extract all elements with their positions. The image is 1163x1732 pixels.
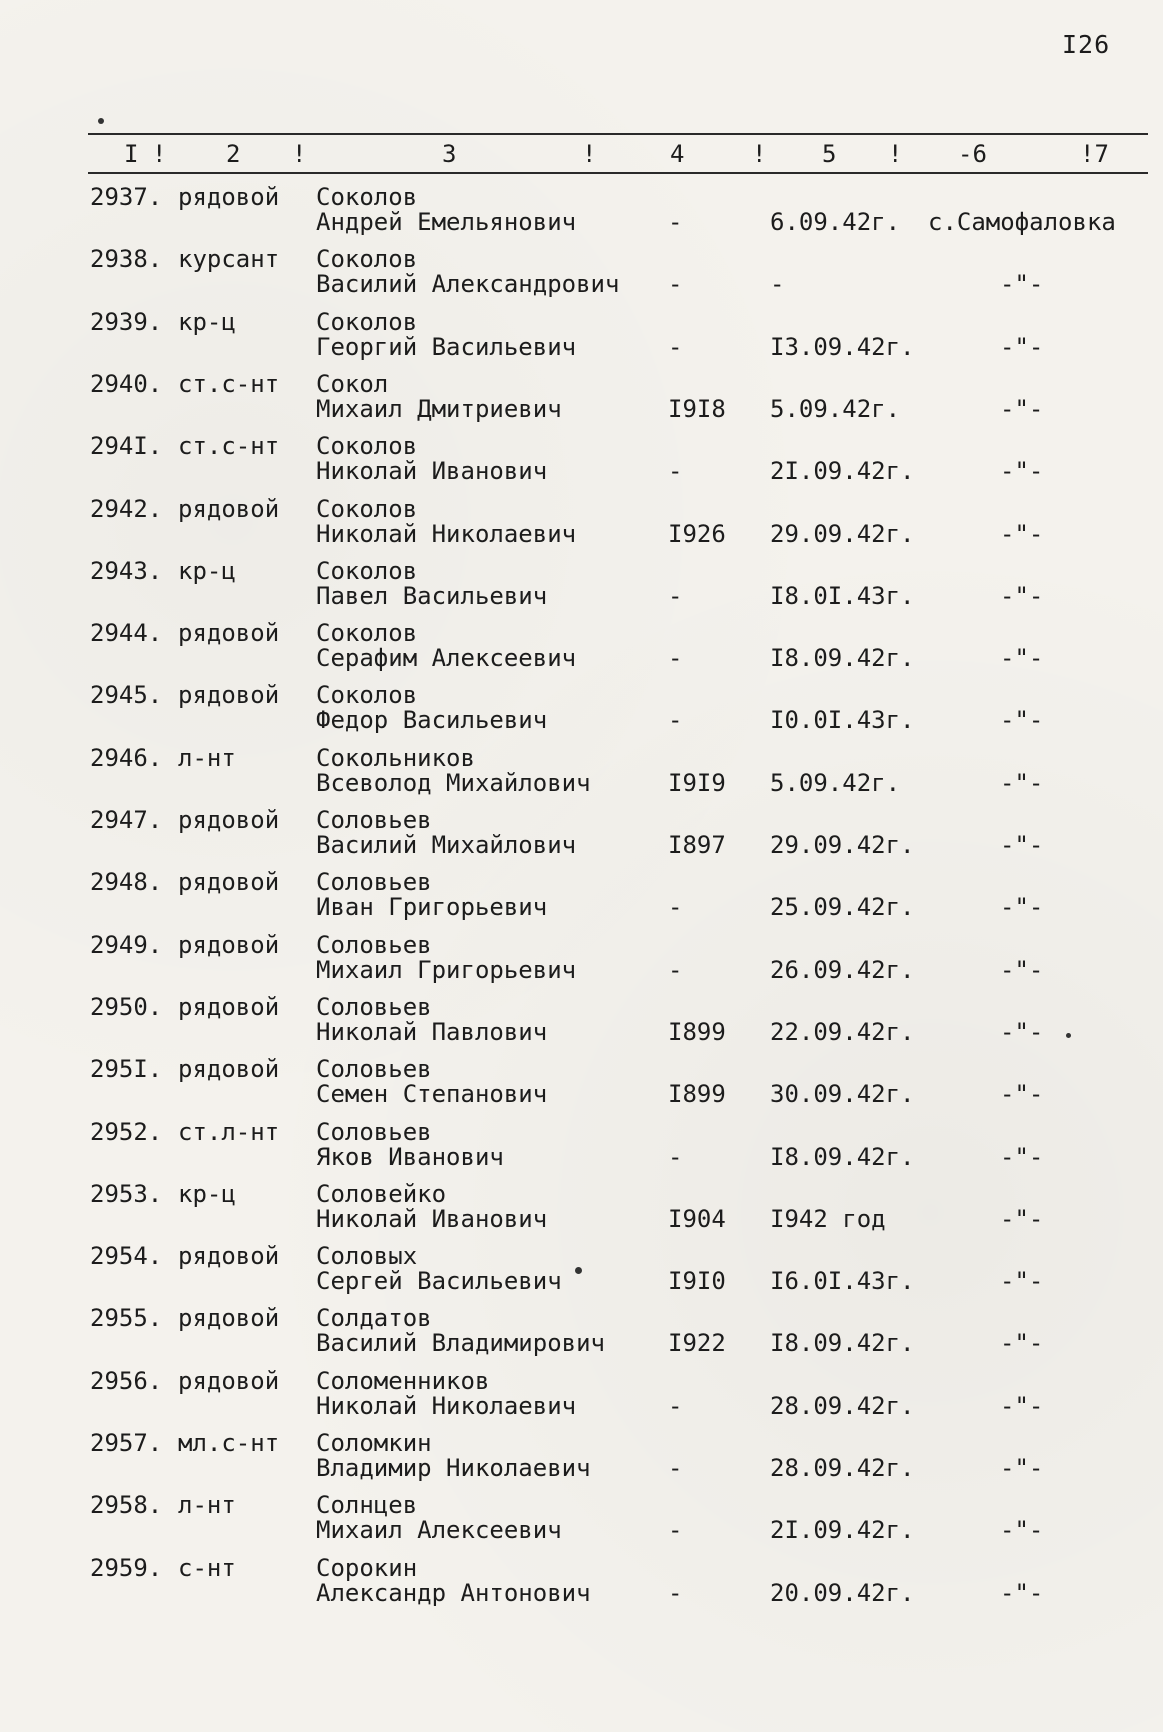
- record-date: 30.09.42г.: [770, 1080, 915, 1109]
- record-given-names: Георгий Васильевич: [316, 332, 577, 361]
- record-date: I3.09.42г.: [770, 332, 915, 361]
- table-row: [0, 1490, 1163, 1552]
- ink-speck: [1066, 1033, 1071, 1038]
- record-date: -: [770, 270, 785, 299]
- record-place: -"-: [1000, 270, 1044, 299]
- record-birth-year: I926: [668, 519, 726, 548]
- column-header-2: 2: [226, 140, 241, 168]
- record-surname: Соколов: [316, 556, 418, 585]
- table-row: [0, 992, 1163, 1054]
- record-birth-year: -: [668, 1578, 683, 1607]
- record-rank: рядовой: [178, 1304, 280, 1333]
- column-separator: !: [582, 140, 597, 168]
- record-birth-year: I9I9: [668, 768, 726, 797]
- table-row: [0, 1553, 1163, 1615]
- record-given-names: Николай Николаевич: [316, 519, 577, 548]
- record-place: -"-: [1000, 1578, 1044, 1607]
- page-number: I26: [1062, 30, 1111, 59]
- record-date: I6.0I.43г.: [770, 1267, 915, 1296]
- record-given-names: Павел Васильевич: [316, 581, 548, 610]
- record-surname: Соколов: [316, 619, 418, 648]
- record-birth-year: -: [668, 1142, 683, 1171]
- column-header-3: 3: [442, 140, 457, 168]
- record-birth-year: I9I8: [668, 394, 726, 423]
- record-number: 2943.: [90, 556, 163, 585]
- record-number: 2939.: [90, 307, 163, 336]
- record-birth-year: I899: [668, 1080, 726, 1109]
- column-header-6: -6: [958, 140, 987, 168]
- table-row: [0, 743, 1163, 805]
- record-birth-year: I9I0: [668, 1267, 726, 1296]
- record-given-names: Михаил Дмитриевич: [316, 394, 562, 423]
- record-place: -"-: [1000, 1017, 1044, 1046]
- record-given-names: Василий Александрович: [316, 270, 620, 299]
- record-number: 2940.: [90, 369, 163, 398]
- record-date: 22.09.42г.: [770, 1017, 915, 1046]
- record-number: 2942.: [90, 494, 163, 523]
- record-place: -"-: [1000, 1267, 1044, 1296]
- record-date: I8.0I.43г.: [770, 581, 915, 610]
- record-date: I0.0I.43г.: [770, 706, 915, 735]
- table-row: [0, 930, 1163, 992]
- record-number: 2944.: [90, 619, 163, 648]
- record-birth-year: -: [668, 893, 683, 922]
- column-separator: !: [292, 140, 307, 168]
- record-number: 2954.: [90, 1242, 163, 1271]
- record-surname: Соколов: [316, 494, 418, 523]
- table-row: [0, 805, 1163, 867]
- table-row: [0, 1303, 1163, 1365]
- record-given-names: Александр Антонович: [316, 1578, 591, 1607]
- ink-speck: [575, 1267, 582, 1274]
- record-birth-year: -: [668, 644, 683, 673]
- table-row: [0, 431, 1163, 493]
- table-row: [0, 307, 1163, 369]
- record-given-names: Николай Иванович: [316, 457, 548, 486]
- record-place: -"-: [1000, 394, 1044, 423]
- table-row: [0, 1366, 1163, 1428]
- table-row: [0, 244, 1163, 306]
- table-row: [0, 1428, 1163, 1490]
- record-date: 26.09.42г.: [770, 955, 915, 984]
- record-birth-year: I899: [668, 1017, 726, 1046]
- column-header-1: I: [124, 140, 139, 168]
- record-given-names: Владимир Николаевич: [316, 1454, 591, 1482]
- table-row: [0, 680, 1163, 742]
- table-row: [0, 1054, 1163, 1116]
- table-row: [0, 867, 1163, 929]
- record-surname: Соловьев: [316, 1117, 432, 1146]
- record-place: -"-: [1000, 893, 1044, 922]
- record-place: -"-: [1000, 1391, 1044, 1420]
- column-separator: !: [752, 140, 767, 168]
- record-rank: ст.л-нт: [178, 1117, 280, 1146]
- record-given-names: Яков Иванович: [316, 1142, 504, 1171]
- record-surname: Солдатов: [316, 1304, 432, 1333]
- record-given-names: Василий Владимирович: [316, 1329, 605, 1358]
- record-surname: Соколов: [316, 681, 418, 710]
- record-place: -"-: [1000, 581, 1044, 610]
- record-given-names: Михаил Алексеевич: [316, 1516, 562, 1545]
- record-place: -"-: [1000, 1204, 1044, 1233]
- record-given-names: Николай Николаевич: [316, 1391, 577, 1420]
- record-given-names: Семен Степанович: [316, 1080, 548, 1109]
- record-surname: Сокол: [316, 369, 389, 398]
- header-rule-top: [88, 133, 1148, 135]
- record-place: -"-: [1000, 1142, 1044, 1171]
- record-place: -"-: [1000, 706, 1044, 735]
- record-rank: рядовой: [178, 992, 280, 1021]
- record-rank: ст.с-нт: [178, 432, 280, 461]
- record-date: 29.09.42г.: [770, 519, 915, 548]
- column-header-4: 4: [670, 140, 685, 168]
- table-row: [0, 1117, 1163, 1179]
- table-row: [0, 182, 1163, 244]
- record-number: 2948.: [90, 868, 163, 897]
- header-rule-bottom: [88, 172, 1148, 174]
- record-number: 2950.: [90, 992, 163, 1021]
- record-surname: Соловьев: [316, 992, 432, 1021]
- record-birth-year: -: [668, 1454, 683, 1482]
- column-header-7: !7: [1080, 140, 1109, 168]
- record-given-names: Василий Михайлович: [316, 831, 577, 859]
- record-number: 2946.: [90, 743, 163, 772]
- record-given-names: Михаил Григорьевич: [316, 955, 577, 984]
- record-birth-year: -: [668, 208, 683, 236]
- record-date: 29.09.42г.: [770, 831, 915, 859]
- record-date: I8.09.42г.: [770, 1142, 915, 1171]
- record-place: -"-: [1000, 519, 1044, 548]
- record-birth-year: -: [668, 1516, 683, 1545]
- record-place: -"-: [1000, 955, 1044, 984]
- record-birth-year: -: [668, 457, 683, 486]
- record-place: -"-: [1000, 457, 1044, 486]
- column-separator: !: [152, 140, 167, 168]
- record-number: 2956.: [90, 1366, 163, 1395]
- record-birth-year: -: [668, 706, 683, 735]
- record-rank: рядовой: [178, 806, 280, 834]
- table-row: [0, 494, 1163, 556]
- record-date: I8.09.42г.: [770, 1329, 915, 1358]
- column-separator: !: [888, 140, 903, 168]
- record-rank: рядовой: [178, 494, 280, 523]
- record-date: 28.09.42г.: [770, 1391, 915, 1420]
- record-rank: рядовой: [178, 1242, 280, 1271]
- record-birth-year: I904: [668, 1204, 726, 1233]
- record-rank: рядовой: [178, 1366, 280, 1395]
- record-number: 2957.: [90, 1429, 163, 1457]
- record-date: 6.09.42г.: [770, 208, 901, 236]
- record-number: 2959.: [90, 1553, 163, 1582]
- record-birth-year: -: [668, 270, 683, 299]
- record-surname: Соловьев: [316, 1055, 432, 1084]
- record-given-names: Федор Васильевич: [316, 706, 548, 735]
- record-rank: с-нт: [178, 1553, 236, 1582]
- table-row: [0, 369, 1163, 431]
- record-given-names: Андрей Емельянович: [316, 208, 577, 236]
- record-rank: кр-ц: [178, 556, 236, 585]
- record-birth-year: I897: [668, 831, 726, 859]
- record-date: 28.09.42г.: [770, 1454, 915, 1482]
- record-place: -"-: [1000, 831, 1044, 859]
- record-surname: Соловых: [316, 1242, 418, 1271]
- record-given-names: Всеволод Михайлович: [316, 768, 591, 797]
- record-date: 25.09.42г.: [770, 893, 915, 922]
- table-row: [0, 1179, 1163, 1241]
- record-given-names: Николай Павлович: [316, 1017, 548, 1046]
- record-place: -"-: [1000, 768, 1044, 797]
- record-date: I942 год: [770, 1204, 886, 1233]
- table-row: [0, 618, 1163, 680]
- record-rank: курсант: [178, 245, 280, 274]
- record-surname: Соломенников: [316, 1366, 490, 1395]
- record-number: 2949.: [90, 930, 163, 959]
- record-number: 295I.: [90, 1055, 163, 1084]
- record-number: 294I.: [90, 432, 163, 461]
- ink-speck: [98, 118, 104, 124]
- record-birth-year: I922: [668, 1329, 726, 1358]
- record-place: с.Самофаловка: [928, 208, 1116, 236]
- record-rank: кр-ц: [178, 307, 236, 336]
- record-surname: Соломкин: [316, 1429, 432, 1457]
- record-number: 2952.: [90, 1117, 163, 1146]
- record-number: 2938.: [90, 245, 163, 274]
- record-birth-year: -: [668, 955, 683, 984]
- record-surname: Соколов: [316, 245, 418, 274]
- record-number: 2937.: [90, 183, 163, 211]
- record-date: 20.09.42г.: [770, 1578, 915, 1607]
- record-surname: Соловейко: [316, 1179, 447, 1208]
- record-rank: рядовой: [178, 681, 280, 710]
- record-rank: кр-ц: [178, 1179, 236, 1208]
- record-date: 5.09.42г.: [770, 394, 901, 423]
- record-surname: Сорокин: [316, 1553, 418, 1582]
- record-rank: ст.с-нт: [178, 369, 280, 398]
- record-place: -"-: [1000, 1454, 1044, 1482]
- record-rank: мл.с-нт: [178, 1429, 280, 1457]
- record-surname: Соколов: [316, 183, 418, 211]
- record-surname: Соловьев: [316, 806, 432, 834]
- record-date: I8.09.42г.: [770, 644, 915, 673]
- record-place: -"-: [1000, 1080, 1044, 1109]
- record-number: 2947.: [90, 806, 163, 834]
- record-place: -"-: [1000, 644, 1044, 673]
- record-place: -"-: [1000, 332, 1044, 361]
- record-date: 2I.09.42г.: [770, 457, 915, 486]
- record-number: 2958.: [90, 1491, 163, 1520]
- record-birth-year: -: [668, 581, 683, 610]
- record-rank: л-нт: [178, 1491, 236, 1520]
- record-surname: Соколов: [316, 307, 418, 336]
- record-given-names: Сергей Васильевич: [316, 1267, 562, 1296]
- record-rank: рядовой: [178, 1055, 280, 1084]
- table-row: [0, 556, 1163, 618]
- record-date: 2I.09.42г.: [770, 1516, 915, 1545]
- record-given-names: Николай Иванович: [316, 1204, 548, 1233]
- record-date: 5.09.42г.: [770, 768, 901, 797]
- record-surname: Солнцев: [316, 1491, 418, 1520]
- record-birth-year: -: [668, 1391, 683, 1420]
- record-rank: л-нт: [178, 743, 236, 772]
- record-rank: рядовой: [178, 619, 280, 648]
- record-rank: рядовой: [178, 183, 280, 211]
- record-given-names: Иван Григорьевич: [316, 893, 548, 922]
- record-number: 2945.: [90, 681, 163, 710]
- record-place: -"-: [1000, 1329, 1044, 1358]
- record-surname: Соловьев: [316, 930, 432, 959]
- record-number: 2955.: [90, 1304, 163, 1333]
- record-birth-year: -: [668, 332, 683, 361]
- record-rank: рядовой: [178, 868, 280, 897]
- record-surname: Соколов: [316, 432, 418, 461]
- record-place: -"-: [1000, 1516, 1044, 1545]
- record-rank: рядовой: [178, 930, 280, 959]
- column-header-5: 5: [822, 140, 837, 168]
- record-surname: Соловьев: [316, 868, 432, 897]
- record-given-names: Серафим Алексеевич: [316, 644, 577, 673]
- record-number: 2953.: [90, 1179, 163, 1208]
- record-surname: Сокольников: [316, 743, 475, 772]
